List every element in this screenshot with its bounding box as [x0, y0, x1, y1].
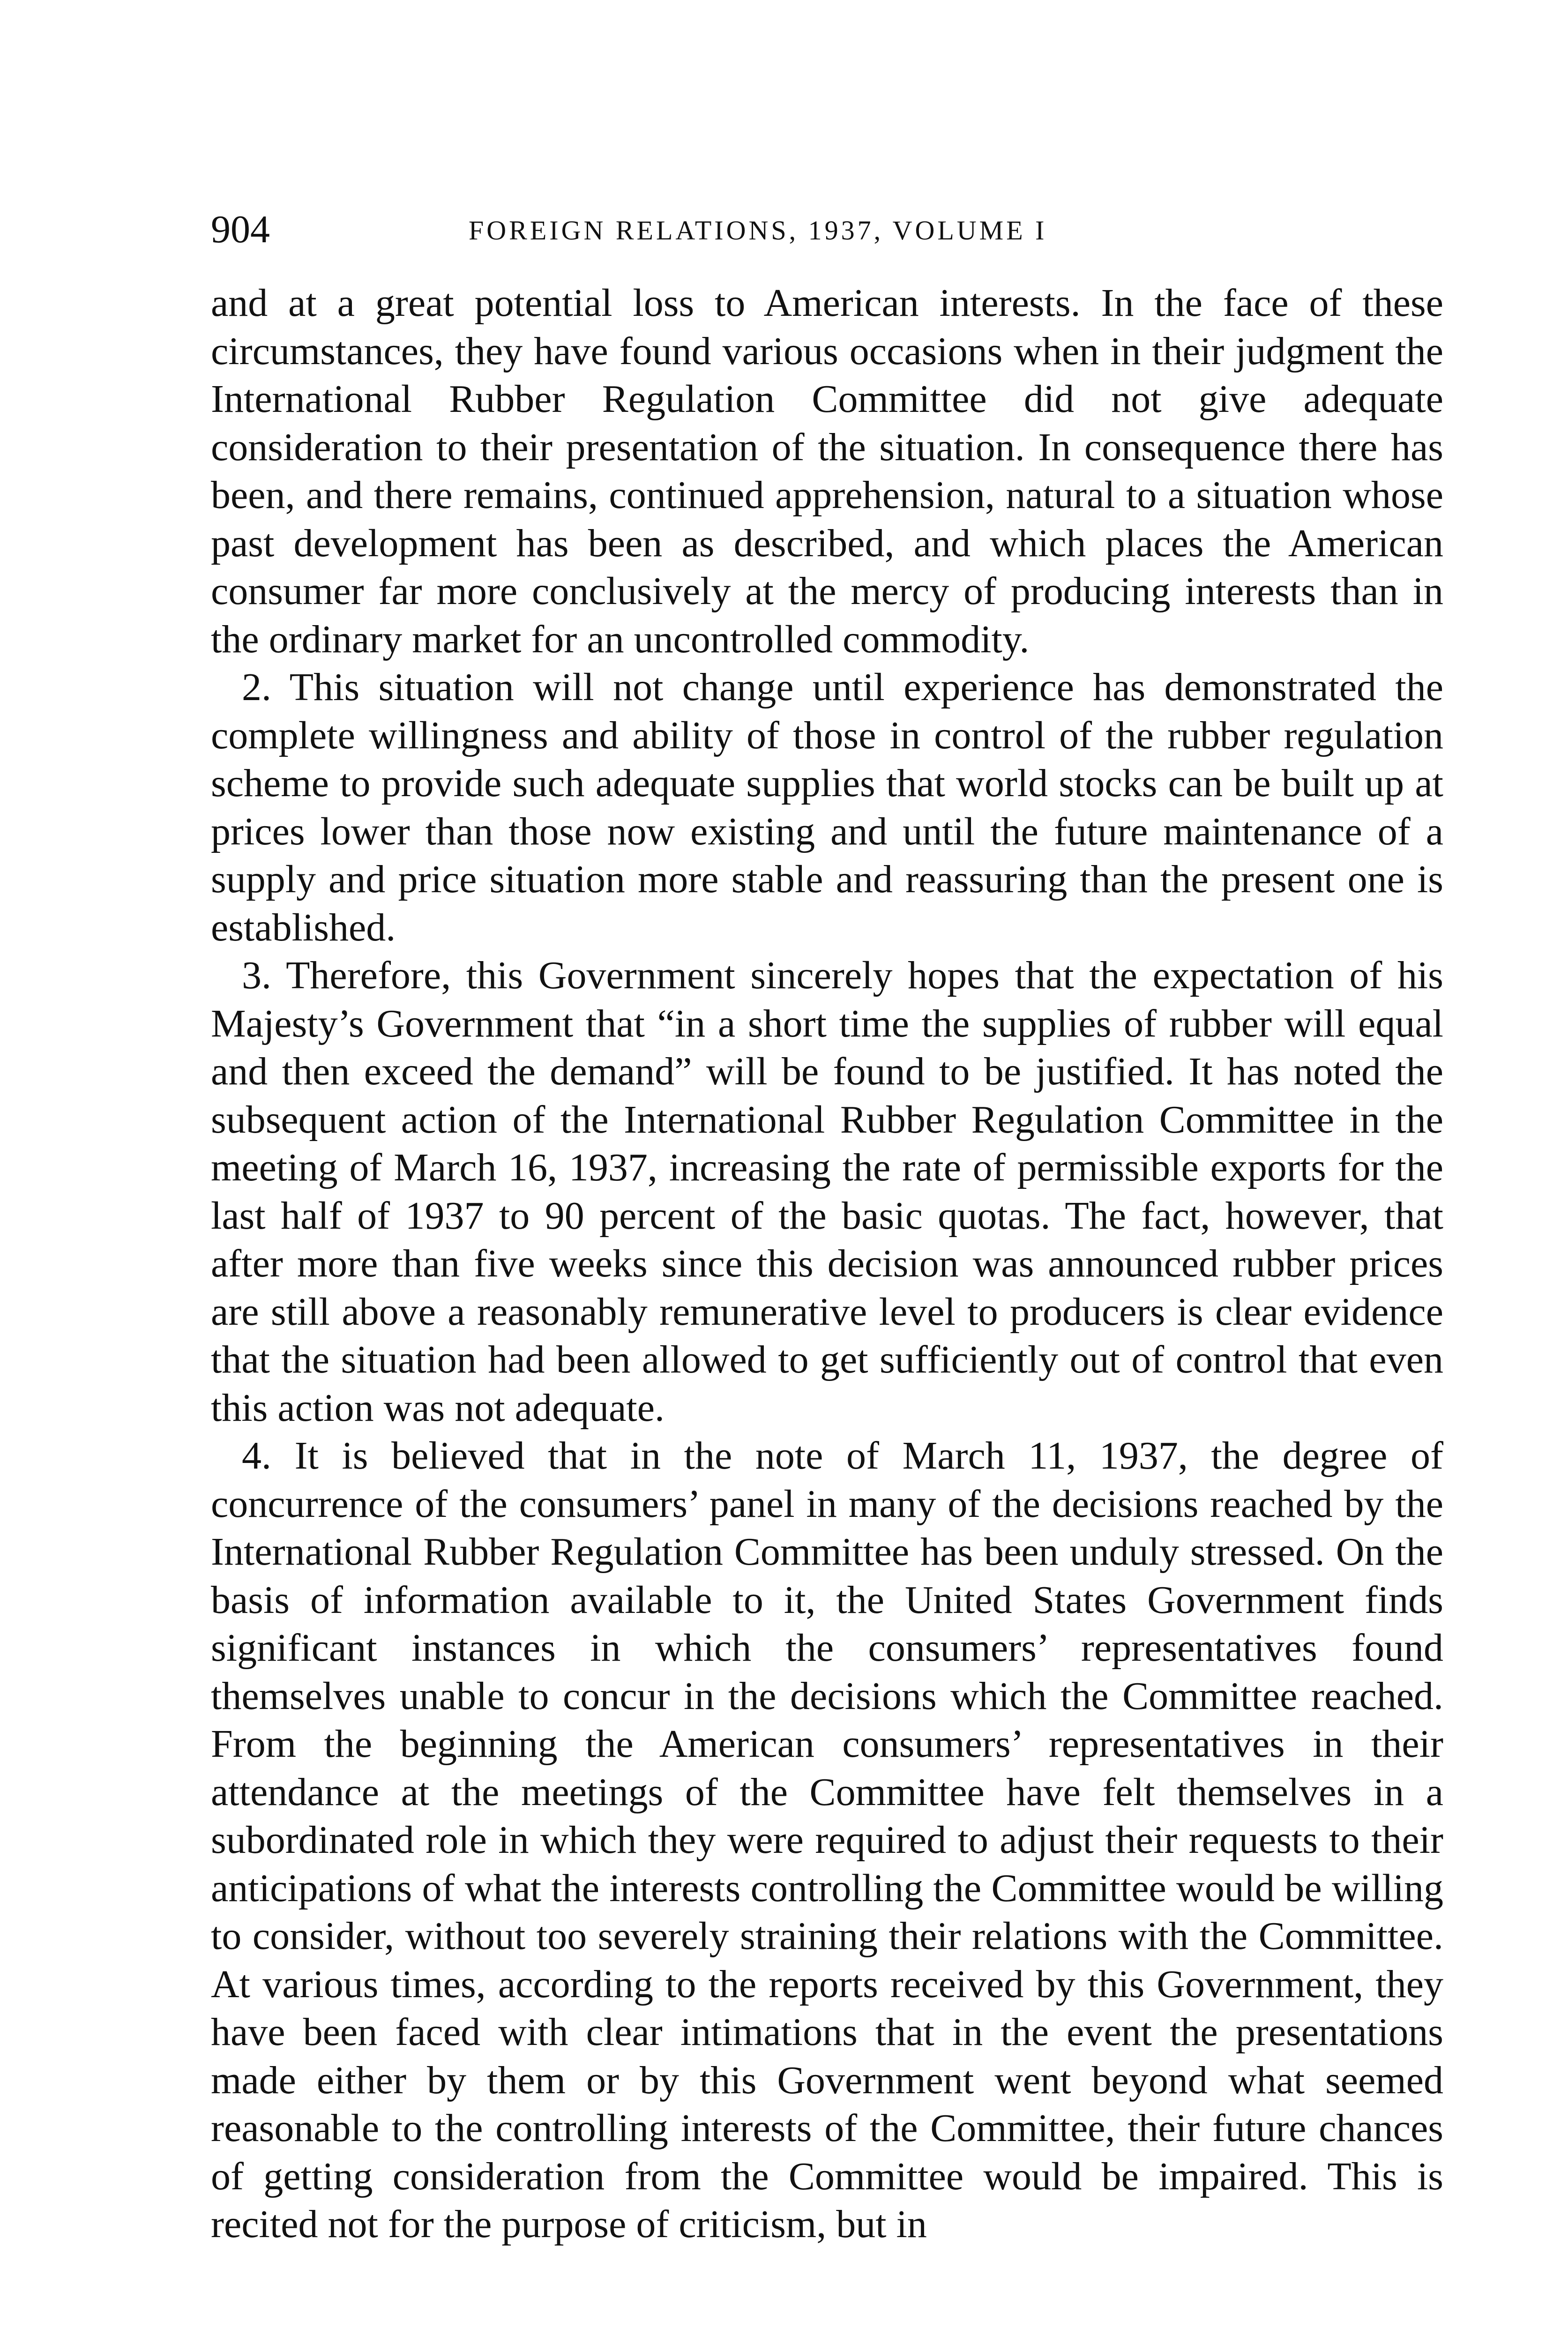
page-header [211, 206, 1443, 258]
body-text [211, 279, 1443, 2249]
running-head: FOREIGN RELATIONS, 1937, VOLUME I [469, 215, 1047, 246]
paragraph-3: 3. Therefore, this Government sincerely hopes that the expectation of his Majesty’s Government that “in a short time the supplies of rubber will equal and then exceed the demand” will be found to be justified. It has noted the subsequent action of the International Rubber Regulation Committee in the meeting of March 16, 1937, increasing the rate of permissible exports for the last half of 1937 to 90 percent of the basic quotas. The fact, however, that after more than five weeks since this decision was announced rubber prices are still above a reasonably remunerative level to producers is clear evidence that the situation had been allowed to get sufficiently out of control that even this action was not adequate. [211, 954, 1443, 1430]
page-number: 904 [211, 208, 270, 251]
paragraph-2: 2. This situation will not change until experience has demonstrated the complete willingness and ability of those in control of the rubber regulation scheme to provide such adequate supplies that world stocks can be built up at prices lower than those now existing and until the future maintenance of a supply and price situation more stable and reassuring than the present one is established. [211, 665, 1443, 949]
paragraph-4: 4. It is believed that in the note of March 11, 1937, the degree of concurrence of the consumers’ panel in many of the decisions reached by the International Rubber Regulation Committee has been unduly stressed. On the basis of information available to it, the United States Government finds significant instances in which the consumers’ representatives found themselves unable to concur in the decisions which the Committee reached. From the beginning the American consumers’ representatives in their attendance at the meetings of the Committee have felt themselves in a subordinated role in which they were required to adjust their requests to their anticipations of what the interests controlling the Committee would be willing to consider, without too severely straining their relations with the Committee. At various times, according to the reports received by this Government, they have been faced with clear intimations that in the event the presentations made either by them or by this Government went beyond what seemed reasonable to the controlling interests of the Committee, their future chances of getting consideration from the Committee would be impaired. This is recited not for the purpose of criticism, but in [211, 1434, 1443, 2246]
paragraph-continuation: and at a great potential loss to American interests. In the face of these circumstances, they have found various occasions when in their judgment the International Rubber Regulation Committee did not give adequate consideration to their presentation of the situation. In consequence there has been, and there remains, continued apprehension, natural to a situation whose past development has been as described, and which places the American consumer far more conclusively at the mercy of producing interests than in the ordinary market for an uncontrolled commodity. [211, 281, 1443, 661]
